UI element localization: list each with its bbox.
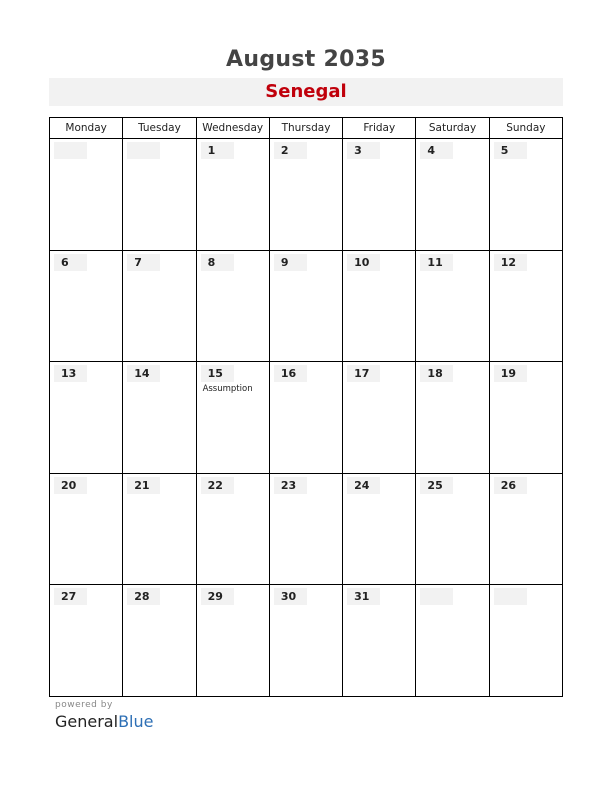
day-number: 13 [54,365,87,382]
calendar-title: August 2035 [226,47,386,72]
day-number: 28 [127,588,160,605]
calendar-weeks [50,139,563,697]
weekday-header-row [50,118,563,139]
day-cell [416,585,489,697]
weekday-header: Saturday [416,118,489,139]
weekday-header: Sunday [490,118,563,139]
day-cell [270,251,343,363]
day-number: 26 [494,477,527,494]
day-number: 9 [274,254,307,271]
day-cell [490,474,563,586]
day-cell [123,139,196,251]
day-number: 18 [420,365,453,382]
day-number: 8 [201,254,234,271]
day-cell [123,362,196,474]
day-cell [343,474,416,586]
calendar-grid [49,117,563,697]
day-number: 3 [347,142,380,159]
day-number [494,588,527,605]
day-number [127,142,160,159]
day-cell [50,474,123,586]
day-number: 30 [274,588,307,605]
day-number: 24 [347,477,380,494]
day-cell [416,251,489,363]
day-cell [270,474,343,586]
day-number: 16 [274,365,307,382]
footer-branding [55,700,153,731]
day-number [420,588,453,605]
day-number: 21 [127,477,160,494]
day-cell [197,585,270,697]
day-number: 14 [127,365,160,382]
day-cell [50,585,123,697]
day-number: 25 [420,477,453,494]
day-cell [490,585,563,697]
day-cell [490,251,563,363]
day-cell [343,139,416,251]
day-number: 7 [127,254,160,271]
day-number: 29 [201,588,234,605]
day-cell [123,585,196,697]
day-number: 23 [274,477,307,494]
day-number: 17 [347,365,380,382]
day-number: 12 [494,254,527,271]
brand-blue-text: Blue [118,712,154,731]
day-number: 4 [420,142,453,159]
brand-general-text: General [55,712,119,731]
day-cell [50,251,123,363]
day-cell [197,474,270,586]
day-number [54,142,87,159]
country-banner [49,78,563,106]
country-name: Senegal [265,81,347,102]
day-cell [50,139,123,251]
day-cell [123,474,196,586]
day-number: 5 [494,142,527,159]
day-number: 31 [347,588,380,605]
day-number: 10 [347,254,380,271]
weekday-header: Monday [50,118,123,139]
day-number: 20 [54,477,87,494]
day-cell [490,139,563,251]
day-cell [197,362,270,474]
day-cell [490,362,563,474]
day-cell [123,251,196,363]
day-number: 2 [274,142,307,159]
weekday-header: Friday [343,118,416,139]
day-number: 6 [54,254,87,271]
day-cell [270,139,343,251]
day-number: 1 [201,142,234,159]
day-cell [197,139,270,251]
day-number: 19 [494,365,527,382]
day-cell [343,251,416,363]
day-cell [343,585,416,697]
weekday-header: Tuesday [123,118,196,139]
holiday-label: Assumption [202,384,253,395]
day-cell [50,362,123,474]
powered-by-text: powered by [55,700,113,710]
day-number: 11 [420,254,453,271]
day-cell [416,362,489,474]
brand-logo [55,712,153,731]
day-number: 22 [201,477,234,494]
weekday-header: Thursday [270,118,343,139]
day-cell [270,362,343,474]
weekday-header: Wednesday [197,118,270,139]
day-cell [197,251,270,363]
day-cell [343,362,416,474]
day-cell [416,139,489,251]
day-number: 27 [54,588,87,605]
day-cell [270,585,343,697]
day-cell [416,474,489,586]
day-number: 15 [201,365,234,382]
